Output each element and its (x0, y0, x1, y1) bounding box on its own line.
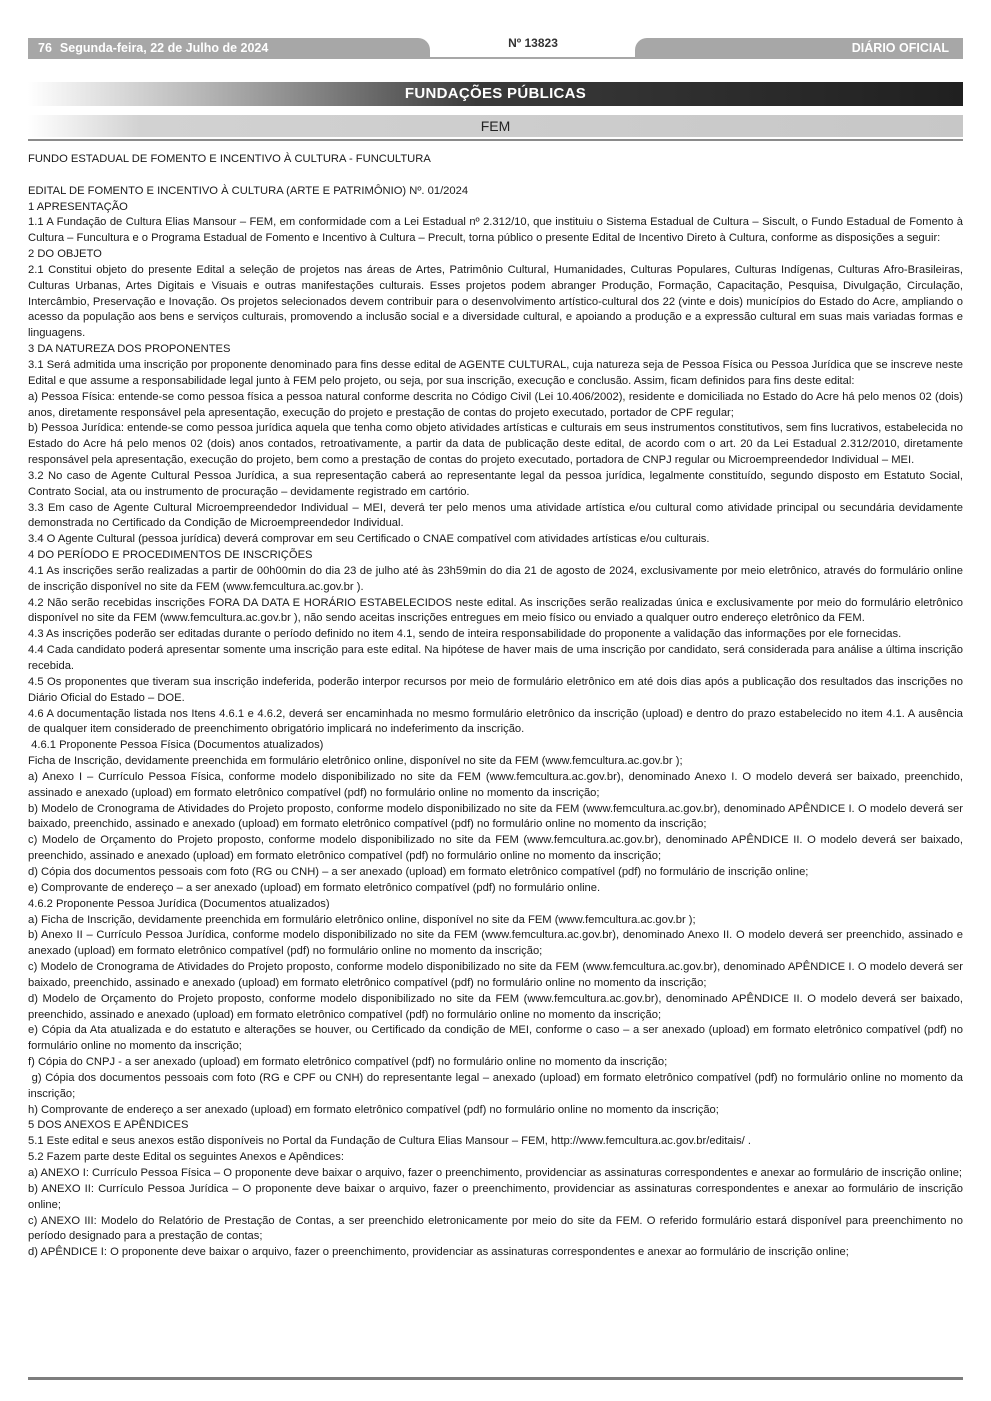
paragraph: 4.6 A documentação listada nos Itens 4.6.1 e 4.6.2, deverá ser encaminhada no mesmo formulário eletrônico da inscrição (upload) e dentro do prazo estabelecido no item 4.1. A ausência de qualquer item considerado de preenchimento obrigatório implicará no indeferimento da inscrição. (28, 707, 963, 736)
paragraph: 3 DA NATUREZA DOS PROPONENTES (28, 343, 231, 356)
paragraph: 3.3 Em caso de Agente Cultural Microempreendedor Individual – MEI, deverá ter pelo menos uma atividade artística e/ou cultural como atividade principal ou secundária devidamente demonstrada no Certificado da Condição de Microempreendedor Individual. (28, 501, 963, 530)
publication-date: Segunda-feira, 22 de Julho de 2024 (59, 41, 269, 55)
paragraph: a) Anexo I – Currículo Pessoa Física, conforme modelo disponibilizado no site da FEM (www.femcultura.ac.gov.br), denominado Anexo I. O modelo deverá ser baixado, preenchido, assinado e anexado (upload) em formato eletrônico compatível (pdf) no formulário online no momento da inscrição; (28, 770, 963, 799)
header-left-tab (28, 38, 430, 58)
paragraph: c) ANEXO III: Modelo do Relatório de Prestação de Contas, a ser preenchido eletronicamente por meio do site da FEM. O referido formulário estará disponível para preenchimento no período designado para a prestação de contas; (28, 1214, 963, 1243)
paragraph: 4.4 Cada candidato poderá apresentar somente uma inscrição para este edital. Na hipótese de haver mais de uma inscrição por candidato, será considerada para análise a última inscrição recebida. (28, 644, 963, 672)
paragraph: d) APÊNDICE I: O proponente deve baixar o arquivo, fazer o preenchimento, providenciar as assinaturas correspondentes e anexar ao formulário de inscrição online; (28, 1246, 849, 1259)
paragraph: c) Modelo de Orçamento do Projeto proposto, conforme modelo disponibilizado no site da FEM (www.femcultura.ac.gov.br), denominado APÊNDICE II. O modelo deverá ser baixado, preenchido, assinado e anexado (upload) em formato eletrônico compatível (pdf) no formulário online no momento da inscrição; (28, 834, 963, 863)
paragraph: 4 DO PERÍODO E PROCEDIMENTOS DE INSCRIÇÕES (28, 549, 313, 562)
paragraph: 5.2 Fazem parte deste Edital os seguintes Anexos e Apêndices: (28, 1151, 344, 1164)
paragraph: 5.1 Este edital e seus anexos estão disponíveis no Portal da Fundação de Cultura Elias Mansour – FEM, http://www.femcultura.ac.gov.br/editais/ . (28, 1135, 752, 1148)
paragraph: 4.2 Não serão recebidas inscrições FORA DA DATA E HORÁRIO ESTABELECIDOS neste edital. As inscrições serão realizadas única e exclusivamente por meio do formulário eletrônico disponível no site da FEM (www.femcultura.ac.gov.br ), não sendo aceitas inscrições entregues em meio físico ou enviado a qualquer outro endereço eletrônico da FEM. (28, 596, 963, 625)
paragraph: e) Cópia da Ata atualizada e do estatuto e alterações se houver, ou Certificado da condição de MEI, conforme o caso – a ser anexado (upload) em formato eletrônico compatível (pdf) no formulário online no momento da inscrição; (28, 1024, 963, 1053)
paragraph: e) Comprovante de endereço – a ser anexado (upload) em formato eletrônico compatível (pdf) no formulário online. (28, 881, 601, 894)
paragraph: b) Pessoa Jurídica: entende-se como pessoa jurídica aquela que tenha como objeto atividades artísticas e culturais em seus instrumentos constitutivos, sem fins lucrativos, estabelecida no Estado do Acre há pelo menos 02 (dois) anos contados, retroativamente, a partir da data de publicação deste edital, de acordo com o art. 20 da Lei Estadual 2.312/2010, diretamente responsável pela apresentação, execução do projeto, bem como a prestação de contas do projeto executado, portadora de CNPJ regular ou Microempreendedor Individual – MEI. (28, 422, 963, 467)
paragraph: b) ANEXO II: Currículo Pessoa Jurídica – O proponente deve baixar o arquivo, fazer o preenchimento, providenciar as assinaturas correspondentes e anexar ao formulário de inscrição online; (28, 1182, 963, 1211)
paragraph: 2.1 Constitui objeto do presente Edital a seleção de projetos nas áreas de Artes, Patrimônio Cultural, Humanidades, Culturas Populares, Culturas Indígenas, Culturas Afro-Brasileiras, Culturas Urbanas, Artes Digitais e Visuais e outras manifestações culturais. Esses projetos podem abranger Produção, Formação, Capacitação, Pesquisa, Divulgação, Circulação, Intercâmbio, Preservação e Inovação. Os projetos selecionados devem contribuir para o desenvolvimento artístico-cultural dos 22 (vinte e dois) municípios do Estado do Acre, ampliando o acesso da população aos bens e serviços culturais, promovendo a inclusão social e a diversidade cultural, e apoiando a produção e a expressão cultural em suas mais variadas formas e linguagens. (28, 263, 963, 340)
paragraph: 4.5 Os proponentes que tiveram sua inscrição indeferida, poderão interpor recursos por meio de formulário eletrônico em até dois dias após a publicação dos resultados das inscrições no Diário Oficial do Estado – DOE. (28, 675, 963, 704)
paragraph: f) Cópia do CNPJ - a ser anexado (upload) em formato eletrônico compatível (pdf) no formulário online no momento da inscrição; (28, 1056, 668, 1069)
paragraph: 3.2 No caso de Agente Cultural Pessoa Jurídica, a sua representação caberá ao representante legal da pessoa jurídica, legalmente constituído, segundo disposto em Estatuto Social, Contrato Social, ata ou instrumento de procuração – devidamente registrado em cartório. (28, 469, 963, 498)
paragraph: 1 APRESENTAÇÃO (28, 200, 128, 213)
paragraph: 5 DOS ANEXOS E APÊNDICES (28, 1119, 189, 1132)
paragraph: h) Comprovante de endereço a ser anexado (upload) em formato eletrônico compatível (pdf) no formulário online no momento da inscrição; (28, 1103, 719, 1116)
edition-number: Nº 13823 (508, 36, 558, 50)
header-divider (28, 57, 963, 59)
page-header (28, 34, 963, 58)
paragraph: EDITAL DE FOMENTO E INCENTIVO À CULTURA (ARTE E PATRIMÔNIO) Nº. 01/2024 (28, 184, 469, 197)
page-number: 76 (38, 41, 52, 55)
publication-name: DIÁRIO OFICIAL (635, 38, 963, 58)
section-title: FUNDAÇÕES PÚBLICAS (28, 82, 963, 106)
paragraph: c) Modelo de Cronograma de Atividades do Projeto proposto, conforme modelo disponibilizado no site da FEM (www.femcultura.ac.gov.br), denominado APÊNDICE I. O modelo deverá ser baixado, preenchido, assinado e anexado (upload) em formato eletrônico compatível (pdf) no formulário online no momento da inscrição; (28, 961, 963, 989)
paragraph: 4.1 As inscrições serão realizadas a partir de 00h00min do dia 23 de julho até às 23h59min do dia 21 de agosto de 2024, exclusivamente por meio eletrônico, através do formulário online de inscrição disponível no site da FEM (www.femcultura.ac.gov.br ). (28, 564, 963, 593)
paragraph: 1.1 A Fundação de Cultura Elias Mansour – FEM, em conformidade com a Lei Estadual nº 2.312/10, que instituiu o Sistema Estadual de Cultura – Siscult, o Fundo Estadual de Fomento à Cultura – Funcultura e o Programa Estadual de Fomento e Incentivo à Cultura – Precult, torna público o presente Edital de Incentivo Direto à Cultura, conforme as disposições a seguir: (28, 216, 963, 245)
footer-divider (28, 1377, 963, 1380)
paragraph: a) Pessoa Física: entende-se como pessoa física a pessoa natural conforme descrita no Código Civil (Lei 10.406/2002), residente e domiciliada no Estado do Acre há pelo menos 02 (dois) anos, diretamente responsável pela apresentação, execução do projeto e prestação de contas do projeto executado, portador de CPF regular; (28, 390, 963, 419)
section-divider (28, 139, 963, 141)
paragraph: b) Anexo II – Currículo Pessoa Jurídica, conforme modelo disponibilizado no site da FEM (www.femcultura.ac.gov.br), denominado Anexo II. O modelo deverá ser preenchido, assinado e anexado (upload) em formato eletrônico compatível (pdf) no formulário online no momento da inscrição; (28, 929, 963, 958)
paragraph: 4.6.1 Proponente Pessoa Física (Documentos atualizados) (28, 739, 324, 752)
paragraph: 4.3 As inscrições poderão ser editadas durante o período definido no item 4.1, sendo de inteira responsabilidade do proponente a validação das informações por ele fornecidas. (28, 628, 902, 641)
paragraph: a) Ficha de Inscrição, devidamente preenchida em formulário eletrônico online, disponível no site da FEM (www.femcultura.ac.gov.br ); (28, 913, 696, 926)
paragraph: 3.4 O Agente Cultural (pessoa jurídica) deverá comprovar em seu Certificado o CNAE compatível com atividades artísticas e/ou culturais. (28, 533, 710, 546)
spacer (28, 168, 963, 184)
paragraph: 3.1 Será admitida uma inscrição por proponente denominado para fins desse edital de AGENTE CULTURAL, cuja natureza seja de Pessoa Física ou Pessoa Jurídica que se inscreve neste Edital e que assume a responsabilidade legal junto à FEM pelo projeto, ou seja, por sua inscrição, execução e conclusão. Assim, ficam definidos para fins deste edital: (28, 358, 963, 387)
paragraph: d) Cópia dos documentos pessoais com foto (RG ou CNH) – a ser anexado (upload) em formato eletrônico compatível (pdf) no formulário de inscrição online; (28, 865, 809, 878)
paragraph: g) Cópia dos documentos pessoais com foto (RG e CPF ou CNH) do representante legal – anexado (upload) em formato eletrônico compatível (pdf) no formulário online no momento da inscrição; (28, 1071, 967, 1100)
paragraph: d) Modelo de Orçamento do Projeto proposto, conforme modelo disponibilizado no site da FEM (www.femcultura.ac.gov.br), denominado APÊNDICE II. O modelo deverá ser baixado, preenchido, assinado e anexado (upload) em formato eletrônico compatível (pdf) no formulário online no momento da inscrição; (28, 992, 963, 1021)
paragraph: 2 DO OBJETO (28, 248, 102, 261)
paragraph: a) ANEXO I: Currículo Pessoa Física – O proponente deve baixar o arquivo, fazer o preenchimento, providenciar as assinaturas correspondentes e anexar ao formulário de inscrição online; (28, 1167, 963, 1179)
institution-name: FUNDO ESTADUAL DE FOMENTO E INCENTIVO À CULTURA - FUNCULTURA (28, 153, 431, 165)
paragraph: Ficha de Inscrição, devidamente preenchida em formulário eletrônico online, disponível no site da FEM (www.femcultura.ac.gov.br ); (28, 755, 683, 768)
section-subtitle: FEM (28, 115, 963, 137)
paragraph: 4.6.2 Proponente Pessoa Jurídica (Documentos atualizados) (28, 897, 330, 910)
document-body (28, 152, 967, 1261)
paragraph: b) Modelo de Cronograma de Atividades do Projeto proposto, conforme modelo disponibilizado no site da FEM (www.femcultura.ac.gov.br), denominado APÊNDICE I. O modelo deverá ser baixado, preenchido, assinado e anexado (upload) em formato eletrônico compatível (pdf) no formulário online no momento da inscrição; (28, 802, 963, 831)
